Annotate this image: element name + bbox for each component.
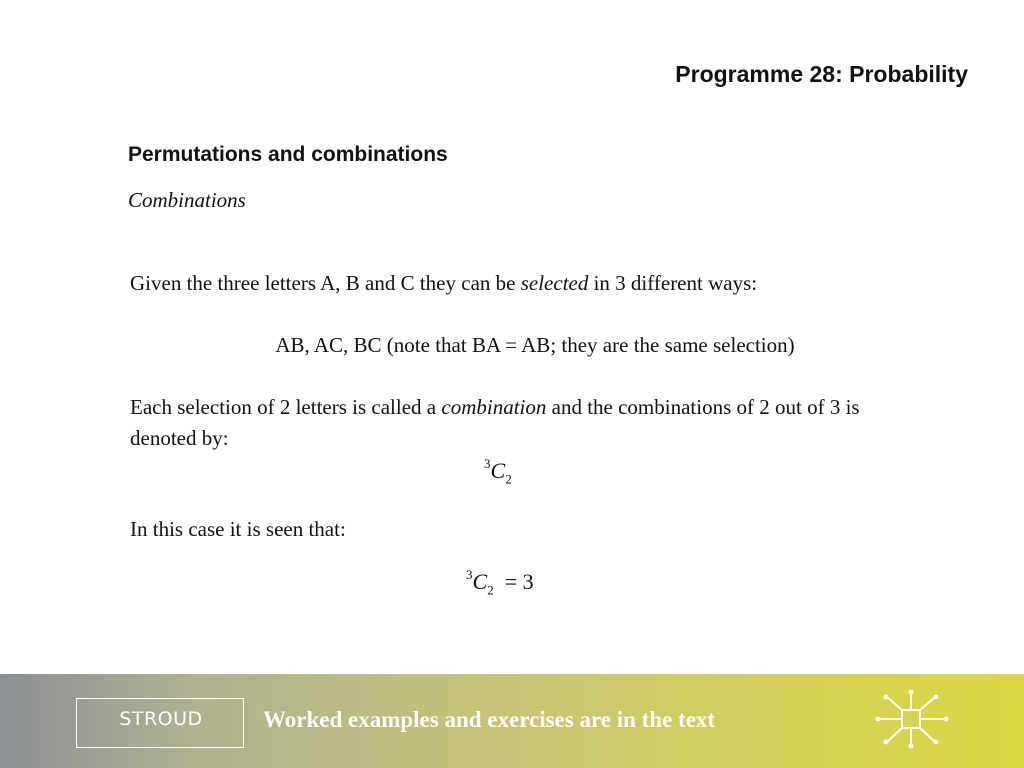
section-title: Permutations and combinations [128, 143, 448, 166]
paragraph-combination [130, 392, 930, 454]
notation-symbol: C [490, 458, 506, 483]
paragraph-case: In this case it is seen that: [130, 517, 346, 541]
notation-r: 2 [505, 471, 512, 487]
footer-note: Worked examples and exercises are in the text [263, 707, 716, 732]
subsection-title: Combinations [128, 188, 246, 212]
result-n: 3 [466, 566, 473, 582]
stroud-logo [76, 698, 244, 748]
emphasis-text: selected [520, 271, 589, 295]
programme-title: Programme 28: Probability [675, 61, 968, 87]
emphasis-text: combination [441, 395, 547, 419]
paragraph-selected [130, 268, 930, 299]
paragraph-text: Given the three letters A, B and C they can be [130, 271, 521, 295]
paragraph-text: in 3 different ways: [588, 271, 758, 295]
result-r: 2 [487, 582, 494, 598]
footer-bar [0, 674, 1024, 768]
result-value: 3 [522, 569, 534, 594]
network-icon [872, 688, 952, 750]
stroud-logo-text: STROUD [119, 708, 203, 730]
notation-n: 3 [484, 455, 491, 471]
paragraph-text: and the combinations of 2 out of 3 is denoted by: [130, 395, 860, 450]
selection-line: AB, AC, BC (note that BA = AB; they are the same selection) [275, 333, 795, 357]
combination-result [466, 566, 534, 598]
result-symbol: C [472, 569, 488, 594]
combination-notation [484, 455, 512, 487]
result-equals: = [504, 569, 518, 594]
paragraph-text: Each selection of 2 letters is called a [130, 395, 442, 419]
